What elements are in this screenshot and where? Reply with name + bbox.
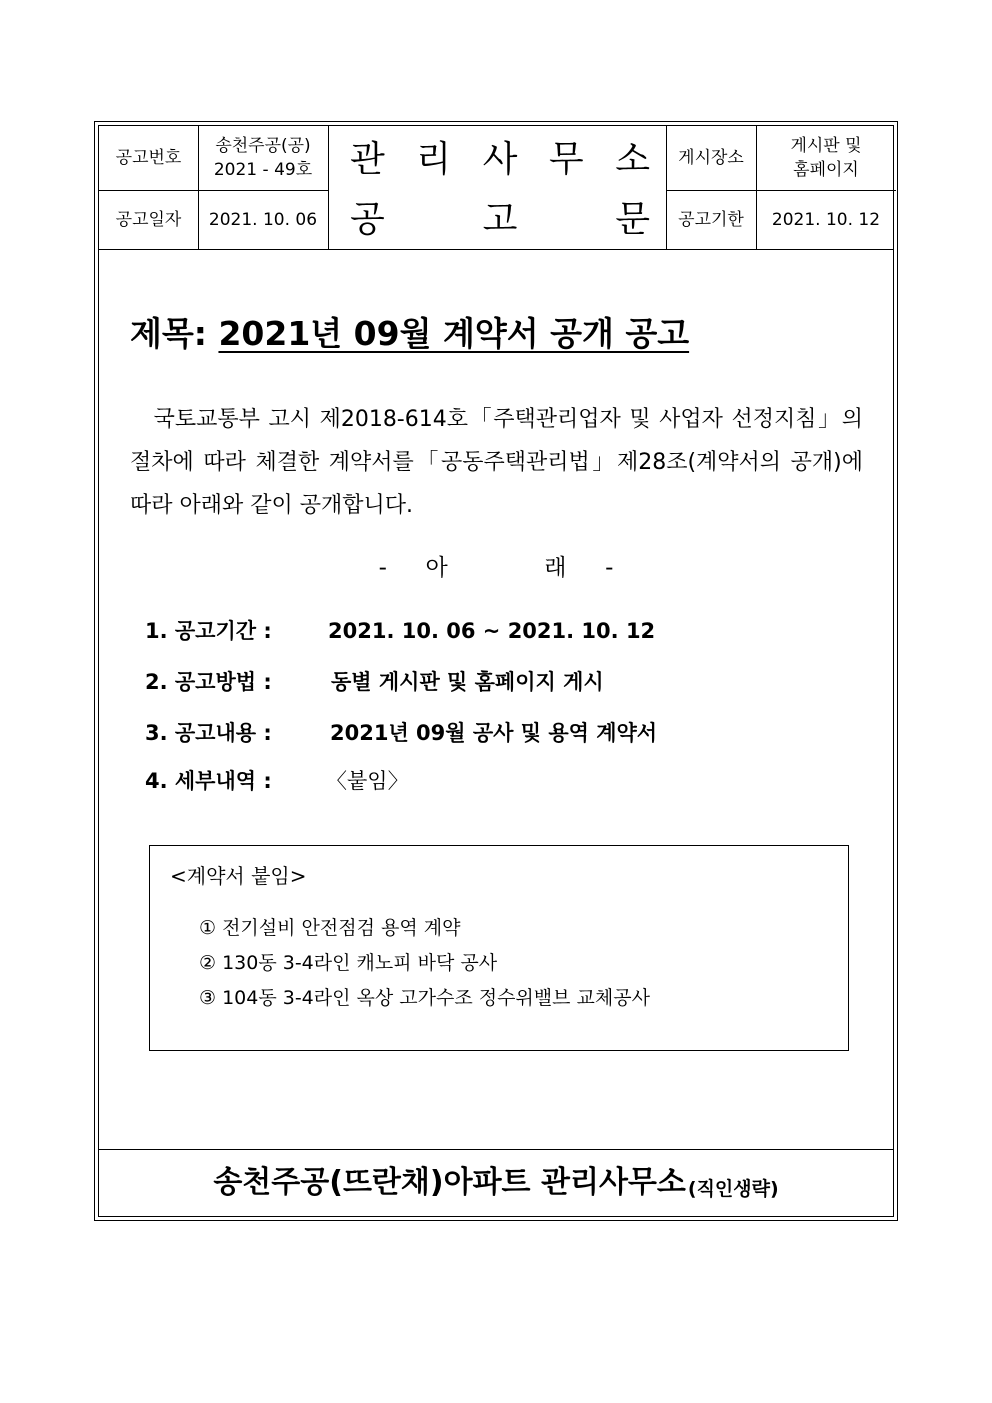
item-label: 1. 공고기간 : [145,619,272,643]
posting-place-label: 게시장소 [678,148,744,168]
office-title [350,140,650,180]
notice-title [350,200,650,240]
office-title-char: 관 [350,139,385,180]
item-value: 〈붙임〉 [326,769,409,793]
notice-title-char: 고 [482,199,518,240]
below-heading: - 아 래 - [378,555,614,581]
office-title-char: 소 [615,139,650,180]
notice-header-table [99,126,893,250]
office-title-char: 리 [416,139,452,180]
item-value: 동별 게시판 및 홈페이지 게시 [331,670,604,694]
attachment-title: <계약서 붙임> [170,864,307,888]
attachment-box [149,845,849,1051]
office-title-char: 사 [482,139,518,180]
notice-deadline-label: 공고기한 [678,210,744,230]
header-col-line [328,126,329,250]
notice-date-value: 2021. 10. 06 [208,210,318,230]
seal-omitted-note: (직인생략) [687,1177,779,1200]
item-value: 2021년 09월 공사 및 용역 계약서 [330,721,658,745]
issuer-name: 송천주공(뜨란채)아파트 관리사무소 [213,1165,686,1200]
item-label: 2. 공고방법 : [145,670,272,694]
subject-prefix: 제목: [130,314,219,353]
issuer-footer [99,1149,893,1216]
attachment-entry: ② 130동 3-4라인 캐노피 바닥 공사 [199,952,498,974]
notice-title-char: 문 [615,199,650,240]
body-text: 국토교통부 고시 제2018-614호「주택관리업자 및 사업자 선정지침」의 절차에 따라 체결한 계약서를「공동주택관리법」제28조(계약서의 공개)에 따라 아래와 같이 공개합니다. [130,407,863,518]
notice-title-char: 공 [350,199,385,240]
office-title-char: 무 [548,139,584,180]
posting-place-value [756,126,896,190]
subject-heading [130,312,689,356]
attachment-entry: ③ 104동 3-4라인 옥상 고가수조 정수위밸브 교체공사 [199,987,650,1009]
item-label: 3. 공고내용 : [145,721,272,745]
notice-date-label: 공고일자 [115,210,182,230]
notice-number-line1: 송천주공(공) [215,136,311,156]
notice-deadline-value: 2021. 10. 12 [771,210,881,230]
attachment-entry: ① 전기설비 안전점검 용역 계약 [199,917,461,939]
body-paragraph [130,398,863,527]
notice-number-line2: 2021 - 49호 [213,160,313,180]
posting-place-line1: 게시판 및 [790,136,862,156]
item-value: 2021. 10. 06 ~ 2021. 10. 12 [328,619,656,643]
subject-text: 2021년 09월 계약서 공개 공고 [218,314,690,353]
notice-number-value [198,126,328,190]
posting-place-line2: 홈페이지 [793,160,859,180]
notice-number-label: 공고번호 [115,148,182,168]
item-label: 4. 세부내역 : [145,769,272,793]
